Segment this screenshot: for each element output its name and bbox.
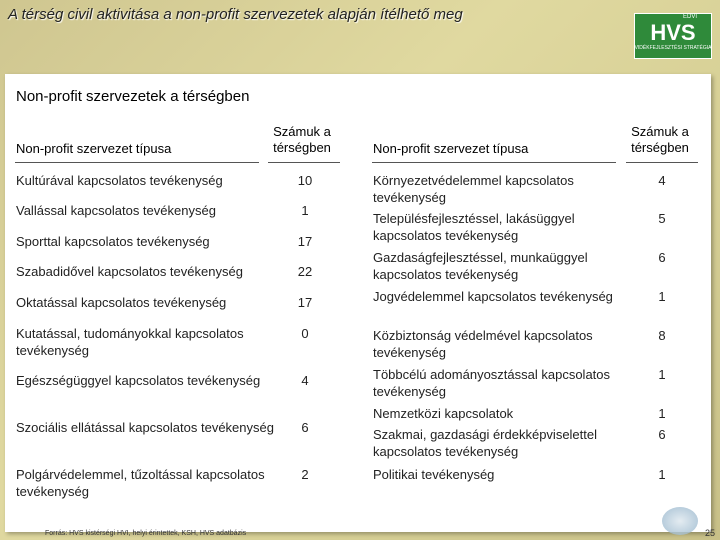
divider [372, 162, 616, 163]
row-label: Közbiztonság védelmével kapcsolatos tevékenység [373, 328, 593, 360]
row-label: Kutatással, tudományokkal kapcsolatos tevékenység [16, 326, 244, 358]
divider [15, 162, 259, 163]
row-count: 1 [658, 367, 666, 382]
row-label: Gazdaságfejlesztéssel, munkaüggyel kapcsolatos tevékenység [373, 250, 588, 282]
row-label: Jogvédelemmel kapcsolatos tevékenység [373, 289, 613, 304]
logo-text: HVS [650, 20, 696, 45]
divider [268, 162, 340, 163]
page-number: 25 [705, 528, 716, 538]
row-label: Sporttal kapcsolatos tevékenység [16, 234, 210, 249]
right-col-count-header: Számuk a térségben [631, 124, 689, 155]
left-col-type-header: Non-profit szervezet típusa [16, 141, 172, 156]
row-count: 6 [658, 427, 666, 442]
left-col-count-header: Számuk a térségben [273, 124, 331, 155]
row-count: 0 [301, 326, 309, 341]
row-count: 4 [301, 373, 309, 388]
row-label: Kultúrával kapcsolatos tevékenység [16, 173, 223, 188]
row-count: 1 [658, 467, 666, 482]
section-title: Non-profit szervezetek a térségben [16, 88, 250, 105]
row-count: 8 [658, 328, 666, 343]
right-col-type-header: Non-profit szervezet típusa [373, 141, 529, 156]
epad-seal-icon [662, 507, 698, 535]
row-label: Egészségüggyel kapcsolatos tevékenység [16, 373, 261, 388]
row-label: Szabadidővel kapcsolatos tevékenység [16, 264, 243, 279]
row-count: 1 [658, 289, 666, 304]
row-count: 6 [658, 250, 666, 265]
row-label: Vallással kapcsolatos tevékenység [16, 203, 216, 218]
row-label: Településfejlesztéssel, lakásüggyel kapcsolatos tevékenység [373, 211, 575, 243]
row-count: 5 [658, 211, 666, 226]
row-count: 6 [301, 420, 309, 435]
row-label: Nemzetközi kapcsolatok [373, 406, 514, 421]
row-count: 1 [301, 203, 309, 218]
row-count: 2 [301, 467, 309, 482]
row-count: 17 [297, 295, 313, 310]
row-label: Szakmai, gazdasági érdekképviselettel kapcsolatos tevékenység [373, 427, 598, 459]
row-label: Oktatással kapcsolatos tevékenység [16, 295, 227, 310]
row-count: 17 [297, 234, 313, 249]
row-count: 1 [658, 406, 666, 421]
row-count: 10 [297, 173, 313, 188]
row-label: Szociális ellátással kapcsolatos tevékenység [16, 420, 274, 435]
row-count: 22 [297, 264, 313, 279]
row-label: Polgárvédelemmel, tűzoltással kapcsolatos tevékenység [16, 467, 265, 499]
row-label: Környezetvédelemmel kapcsolatos tevékenység [373, 173, 574, 205]
divider [626, 162, 698, 163]
row-label: Politikai tevékenység [373, 467, 495, 482]
source-note: Forrás: HVS kistérségi HVI, helyi érintettek, KSH, HVS adatbázis [45, 530, 247, 537]
logo-top-text: EDVI [682, 14, 697, 20]
slide-title: A térség civil aktivitása a non-profit szervezetek alapján ítélhető meg [8, 6, 463, 23]
row-label: Többcélú adományosztással kapcsolatos tevékenység [373, 367, 611, 399]
hvs-logo [634, 13, 712, 59]
logo-subtext: VIDÉKFEJLESZTÉSI STRATÉGIA [634, 45, 712, 51]
row-count: 4 [658, 173, 666, 188]
